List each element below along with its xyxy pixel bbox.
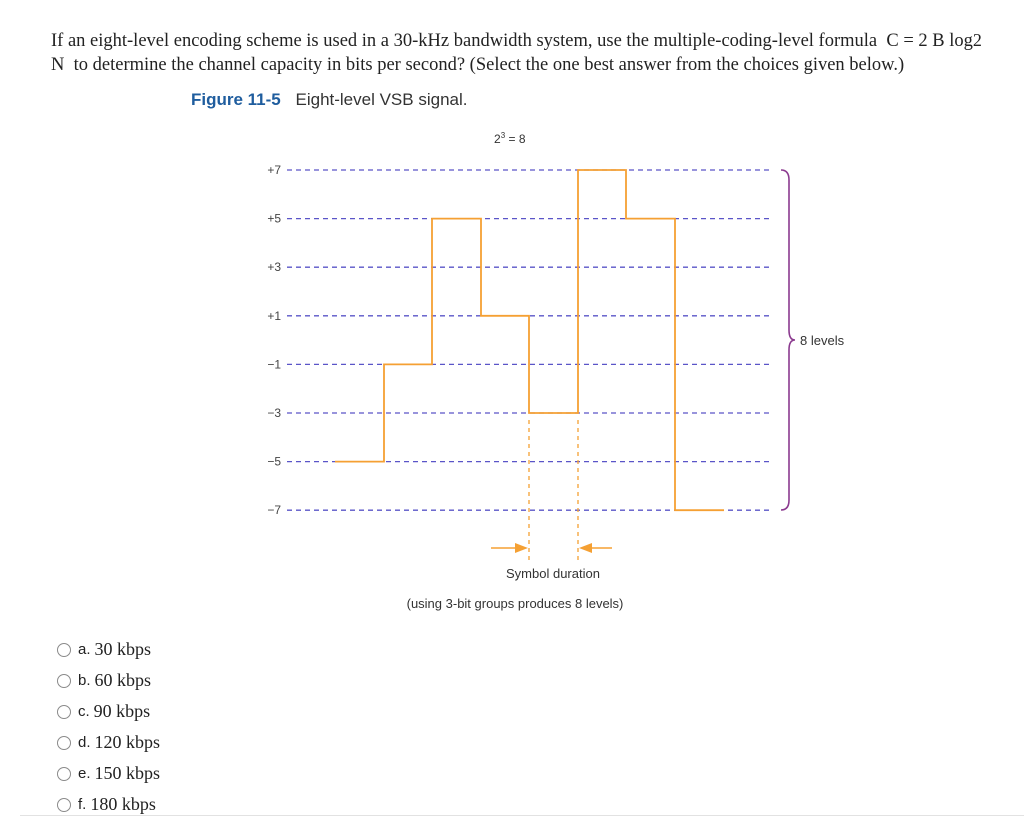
level-label: +1 — [267, 308, 281, 323]
level-label: +7 — [267, 163, 281, 177]
formula-n: N — [51, 55, 65, 75]
choice-option[interactable] — [57, 758, 160, 789]
choice-option[interactable] — [57, 634, 160, 665]
arrow-left-head — [515, 543, 528, 553]
radio-button[interactable] — [57, 767, 71, 781]
choice-option[interactable] — [57, 665, 160, 696]
top-label: $2^3 = 8$ — [494, 131, 526, 146]
level-label: −5 — [267, 454, 281, 469]
figure-number: Figure 11-5 — [191, 90, 281, 109]
radio-button[interactable] — [57, 798, 71, 812]
symbol-duration-markers — [491, 420, 612, 560]
levels-bracket — [781, 170, 795, 510]
divider — [20, 815, 1024, 816]
figure-note: (using 3-bit groups produces 8 levels) — [406, 596, 624, 611]
choice-letter: e. — [78, 765, 91, 782]
question-tail: to determine the channel capacity in bits per second? (Select the one best answer from the choices given below.) — [73, 55, 905, 75]
radio-button[interactable] — [57, 705, 71, 719]
figure-title: Eight-level VSB signal. — [295, 90, 468, 109]
level-label: +5 — [267, 211, 281, 226]
choice-option[interactable] — [57, 727, 160, 758]
choice-text: 60 kbps — [94, 670, 152, 690]
choice-text: 30 kbps — [94, 639, 152, 659]
signal-line — [335, 170, 724, 510]
formula-log: log — [949, 31, 973, 51]
level-label: −3 — [267, 406, 281, 420]
choice-text: 90 kbps — [93, 701, 151, 721]
formula-log-base: 2 — [972, 30, 982, 50]
choice-text: 120 kbps — [94, 732, 161, 752]
level-label: −1 — [267, 357, 281, 372]
choice-text: 180 kbps — [90, 794, 156, 814]
radio-button[interactable] — [57, 674, 71, 688]
choice-text: 150 kbps — [94, 763, 161, 783]
choice-letter: c. — [78, 703, 90, 720]
radio-button[interactable] — [57, 736, 71, 750]
signal-waveform — [335, 170, 724, 510]
choice-letter: b. — [78, 672, 91, 689]
levels-label: 8 levels — [800, 333, 845, 348]
choice-letter: a. — [78, 641, 91, 658]
level-labels — [267, 163, 281, 517]
choice-letter: f. — [78, 796, 87, 813]
level-label: +3 — [267, 260, 281, 275]
choice-letter: d. — [78, 734, 91, 751]
arrow-right-head — [579, 543, 592, 553]
radio-button[interactable] — [57, 643, 71, 657]
choice-option[interactable] — [57, 696, 160, 727]
question-lead: If an eight-level encoding scheme is used in a 30-kHz bandwidth system, use the multiple-coding-level formula — [51, 31, 878, 51]
formula-main: C = 2 B — [886, 31, 945, 51]
symbol-duration-label: Symbol duration — [506, 566, 600, 581]
level-label: −7 — [267, 503, 281, 518]
answer-choices — [57, 634, 160, 820]
